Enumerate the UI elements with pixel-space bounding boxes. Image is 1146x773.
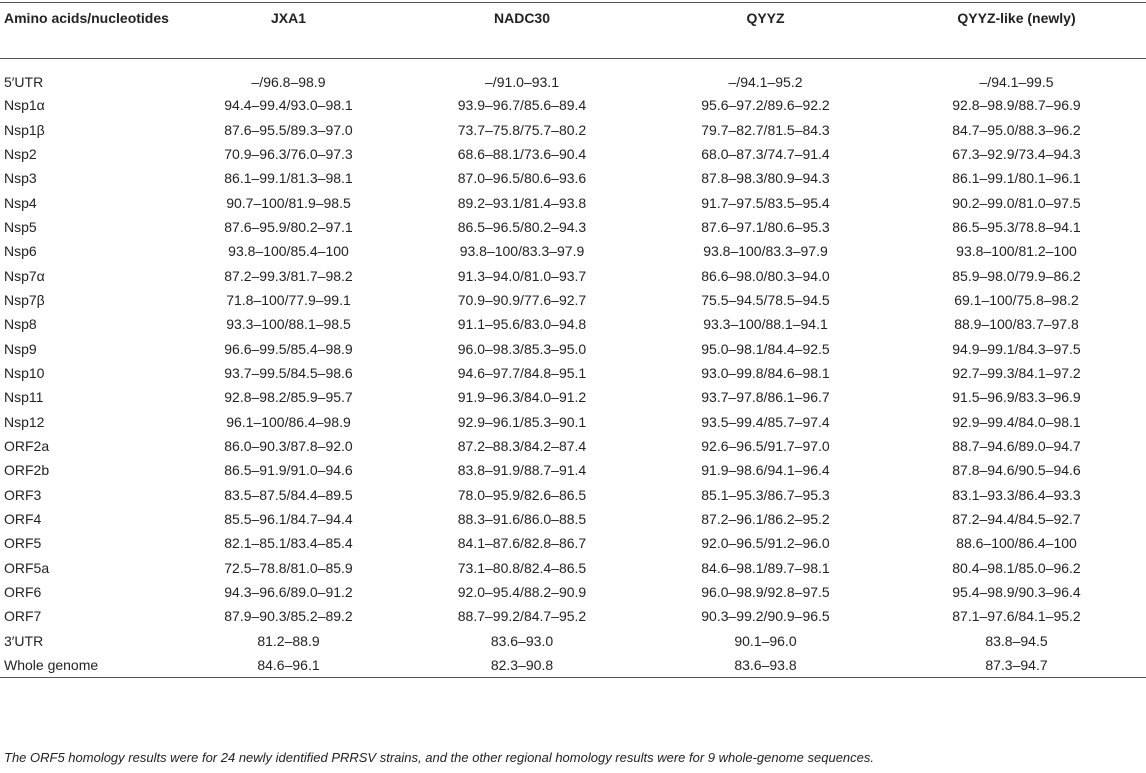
row-label-cell: ORF5a	[4, 559, 50, 576]
value-cell: 93.8–100/83.3–97.9	[459, 243, 585, 260]
value-cell: 96.1–100/86.4–98.9	[226, 413, 351, 430]
value-cell: 92.0–95.4/88.2–90.9	[457, 584, 587, 601]
value-cell: 85.9–98.0/79.9–86.2	[952, 267, 1081, 284]
value-cell: 86.1–99.1/80.1–96.1	[952, 170, 1081, 187]
value-cell: 87.2–96.1/86.2–95.2	[701, 511, 830, 528]
value-cell: 85.5–96.1/84.7–94.4	[224, 511, 353, 528]
value-cell: 87.2–99.3/81.7–98.2	[224, 267, 353, 284]
value-cell: 93.5–99.4/85.7–97.4	[701, 413, 830, 430]
table-row	[0, 263, 1146, 287]
table-footnote: The ORF5 homology results were for 24 newly identified PRRSV strains, and the other regional homology results were for 9 whole-genome sequences.	[4, 750, 874, 765]
value-cell: 72.5–78.8/81.0–85.9	[224, 559, 353, 576]
table-row	[0, 59, 1146, 94]
homology-table	[0, 2, 1146, 678]
value-cell: 87.3–94.7	[887, 653, 1146, 678]
table-row	[0, 604, 1146, 628]
table-row	[0, 288, 1146, 312]
column-header-jxa1: JXA1	[177, 3, 400, 59]
row-label-cell: 5′UTR	[4, 74, 44, 90]
value-cell: 67.3–92.9/73.4–94.3	[952, 145, 1081, 162]
table-row	[0, 361, 1146, 385]
value-cell: –/94.1–99.5	[979, 74, 1054, 90]
column-header-region: Amino acids/nucleotides	[0, 3, 177, 59]
value-cell: 91.9–98.6/94.1–96.4	[701, 462, 830, 479]
value-cell: 87.0–96.5/80.6–93.6	[457, 170, 587, 187]
value-cell: 91.5–96.9/83.3–96.9	[952, 389, 1081, 406]
value-cell: 89.2–93.1/81.4–93.8	[457, 194, 587, 211]
value-cell: 71.8–100/77.9–99.1	[226, 291, 351, 308]
value-cell: 91.3–94.0/81.0–93.7	[457, 267, 587, 284]
table-row	[0, 556, 1146, 580]
value-cell: 83.8–94.5	[985, 632, 1048, 649]
row-label-cell: Nsp6	[4, 243, 37, 260]
value-cell: 91.9–96.3/84.0–91.2	[457, 389, 587, 406]
row-label-cell: Nsp7β	[4, 291, 45, 308]
row-label-cell: Nsp9	[4, 340, 37, 357]
value-cell: 84.7–95.0/88.3–96.2	[952, 121, 1081, 138]
row-label-cell: Nsp1β	[4, 121, 45, 138]
value-cell: 95.6–97.2/89.6–92.2	[701, 97, 830, 114]
row-label-cell: ORF4	[4, 511, 42, 528]
row-label-cell: ORF2a	[4, 437, 50, 454]
value-cell: 88.7–99.2/84.7–95.2	[457, 608, 587, 625]
value-cell: 90.7–100/81.9–98.5	[226, 194, 351, 211]
value-cell: 69.1–100/75.8–98.2	[954, 291, 1079, 308]
value-cell: 87.1–97.6/84.1–95.2	[952, 608, 1081, 625]
table-row	[0, 531, 1146, 555]
value-cell: 87.2–94.4/84.5–92.7	[952, 511, 1081, 528]
value-cell: 91.1–95.6/83.0–94.8	[457, 316, 587, 333]
value-cell: 83.6–93.8	[644, 653, 887, 678]
column-header-qyyz-like: QYYZ-like (newly)	[887, 3, 1146, 59]
table-row	[0, 507, 1146, 531]
value-cell: 87.8–94.6/90.5–94.6	[952, 462, 1081, 479]
table-row	[0, 93, 1146, 117]
value-cell: 75.5–94.5/78.5–94.5	[701, 291, 830, 308]
value-cell: 91.7–97.5/83.5–95.4	[701, 194, 830, 211]
value-cell: 88.9–100/83.7–97.8	[954, 316, 1079, 333]
value-cell: 87.6–97.1/80.6–95.3	[701, 218, 830, 235]
value-cell: 86.5–96.5/80.2–94.3	[457, 218, 587, 235]
value-cell: 86.0–90.3/87.8–92.0	[224, 437, 353, 454]
value-cell: –/91.0–93.1	[485, 74, 559, 90]
row-label-cell: Nsp7α	[4, 267, 45, 284]
value-cell: 93.3–100/88.1–94.1	[703, 316, 828, 333]
value-cell: 87.6–95.5/89.3–97.0	[224, 121, 353, 138]
value-cell: 92.8–98.2/85.9–95.7	[224, 389, 353, 406]
table-row	[0, 653, 1146, 678]
row-label-cell: Nsp1α	[4, 97, 45, 114]
table-row	[0, 483, 1146, 507]
value-cell: 93.8–100/85.4–100	[228, 243, 349, 260]
value-cell: 84.1–87.6/82.8–86.7	[457, 535, 587, 552]
value-cell: –/94.1–95.2	[728, 74, 803, 90]
column-header-qyyz: QYYZ	[644, 3, 887, 59]
row-label-cell: Nsp11	[4, 389, 44, 406]
row-label-cell: Nsp10	[4, 364, 45, 381]
value-cell: 88.7–94.6/89.0–94.7	[952, 437, 1081, 454]
value-cell: 79.7–82.7/81.5–84.3	[701, 121, 830, 138]
value-cell: 80.4–98.1/85.0–96.2	[952, 559, 1081, 576]
value-cell: 83.6–93.0	[490, 632, 554, 649]
value-cell: 92.8–98.9/88.7–96.9	[952, 97, 1081, 114]
table-row	[0, 580, 1146, 604]
value-cell: 93.0–99.8/84.6–98.1	[701, 364, 830, 381]
value-cell: 68.0–87.3/74.7–91.4	[701, 145, 830, 162]
value-cell: 92.9–99.4/84.0–98.1	[952, 413, 1081, 430]
value-cell: 96.0–98.3/85.3–95.0	[457, 340, 587, 357]
value-cell: 87.8–98.3/80.9–94.3	[701, 170, 830, 187]
value-cell: 73.1–80.8/82.4–86.5	[457, 559, 587, 576]
table-row	[0, 434, 1146, 458]
value-cell: 92.9–96.1/85.3–90.1	[457, 413, 587, 430]
value-cell: 96.6–99.5/85.4–98.9	[224, 340, 353, 357]
row-label-cell: Nsp2	[4, 145, 37, 162]
row-label-cell: Nsp12	[4, 413, 45, 430]
value-cell: 82.1–85.1/83.4–85.4	[224, 535, 353, 552]
table-row	[0, 166, 1146, 190]
table-row	[0, 142, 1146, 166]
value-cell: 93.8–100/83.3–97.9	[703, 243, 828, 260]
value-cell: 78.0–95.9/82.6–86.5	[457, 486, 587, 503]
row-label-cell: ORF2b	[4, 462, 50, 479]
row-label-cell: Whole genome	[0, 653, 177, 678]
table-row	[0, 409, 1146, 433]
value-cell: 86.5–91.9/91.0–94.6	[224, 462, 353, 479]
value-cell: 93.8–100/81.2–100	[956, 243, 1077, 260]
value-cell: 92.7–99.3/84.1–97.2	[952, 364, 1081, 381]
value-cell: –/96.8–98.9	[251, 74, 326, 90]
value-cell: 92.6–96.5/91.7–97.0	[701, 437, 830, 454]
value-cell: 90.1–96.0	[734, 632, 797, 649]
value-cell: 81.2–88.9	[257, 632, 320, 649]
value-cell: 84.6–96.1	[177, 653, 400, 678]
value-cell: 95.4–98.9/90.3–96.4	[952, 584, 1081, 601]
value-cell: 85.1–95.3/86.7–95.3	[701, 486, 830, 503]
value-cell: 94.6–97.7/84.8–95.1	[457, 364, 587, 381]
value-cell: 86.5–95.3/78.8–94.1	[952, 218, 1081, 235]
table-header-row	[0, 3, 1146, 59]
table-row	[0, 117, 1146, 141]
value-cell: 90.3–99.2/90.9–96.5	[701, 608, 830, 625]
row-label-cell: Nsp8	[4, 316, 37, 333]
value-cell: 88.3–91.6/86.0–88.5	[457, 511, 587, 528]
value-cell: 83.8–91.9/88.7–91.4	[457, 462, 587, 479]
value-cell: 70.9–90.9/77.6–92.7	[457, 291, 587, 308]
value-cell: 82.3–90.8	[400, 653, 644, 678]
value-cell: 95.0–98.1/84.4–92.5	[701, 340, 830, 357]
table-row	[0, 312, 1146, 336]
value-cell: 87.2–88.3/84.2–87.4	[457, 437, 587, 454]
table-row	[0, 239, 1146, 263]
table-row	[0, 629, 1146, 653]
table-row	[0, 215, 1146, 239]
row-label-cell: ORF3	[4, 486, 42, 503]
column-header-nadc30: NADC30	[400, 3, 644, 59]
value-cell: 93.9–96.7/85.6–89.4	[457, 97, 587, 114]
row-label-cell: 3′UTR	[4, 632, 44, 649]
table-row	[0, 385, 1146, 409]
table-row	[0, 190, 1146, 214]
value-cell: 87.9–90.3/85.2–89.2	[224, 608, 353, 625]
value-cell: 86.1–99.1/81.3–98.1	[224, 170, 353, 187]
row-label-cell: ORF5	[4, 535, 42, 552]
value-cell: 93.3–100/88.1–98.5	[226, 316, 351, 333]
value-cell: 84.6–98.1/89.7–98.1	[701, 559, 830, 576]
value-cell: 96.0–98.9/92.8–97.5	[701, 584, 830, 601]
value-cell: 88.6–100/86.4–100	[956, 535, 1077, 552]
row-label-cell: Nsp3	[4, 170, 37, 187]
value-cell: 93.7–97.8/86.1–96.7	[701, 389, 830, 406]
value-cell: 86.6–98.0/80.3–94.0	[701, 267, 830, 284]
row-label-cell: Nsp4	[4, 194, 37, 211]
value-cell: 94.4–99.4/93.0–98.1	[224, 97, 353, 114]
value-cell: 83.1–93.3/86.4–93.3	[952, 486, 1081, 503]
value-cell: 83.5–87.5/84.4–89.5	[224, 486, 353, 503]
table-row	[0, 458, 1146, 482]
row-label-cell: Nsp5	[4, 218, 37, 235]
row-label-cell: ORF6	[4, 584, 42, 601]
value-cell: 90.2–99.0/81.0–97.5	[952, 194, 1081, 211]
row-label-cell: ORF7	[4, 608, 42, 625]
table-body	[0, 59, 1146, 678]
value-cell: 94.3–96.6/89.0–91.2	[224, 584, 353, 601]
value-cell: 94.9–99.1/84.3–97.5	[952, 340, 1081, 357]
value-cell: 70.9–96.3/76.0–97.3	[224, 145, 353, 162]
value-cell: 87.6–95.9/80.2–97.1	[224, 218, 353, 235]
value-cell: 73.7–75.8/75.7–80.2	[457, 121, 587, 138]
value-cell: 92.0–96.5/91.2–96.0	[701, 535, 830, 552]
table-row	[0, 336, 1146, 360]
value-cell: 93.7–99.5/84.5–98.6	[224, 364, 353, 381]
value-cell: 68.6–88.1/73.6–90.4	[457, 145, 587, 162]
